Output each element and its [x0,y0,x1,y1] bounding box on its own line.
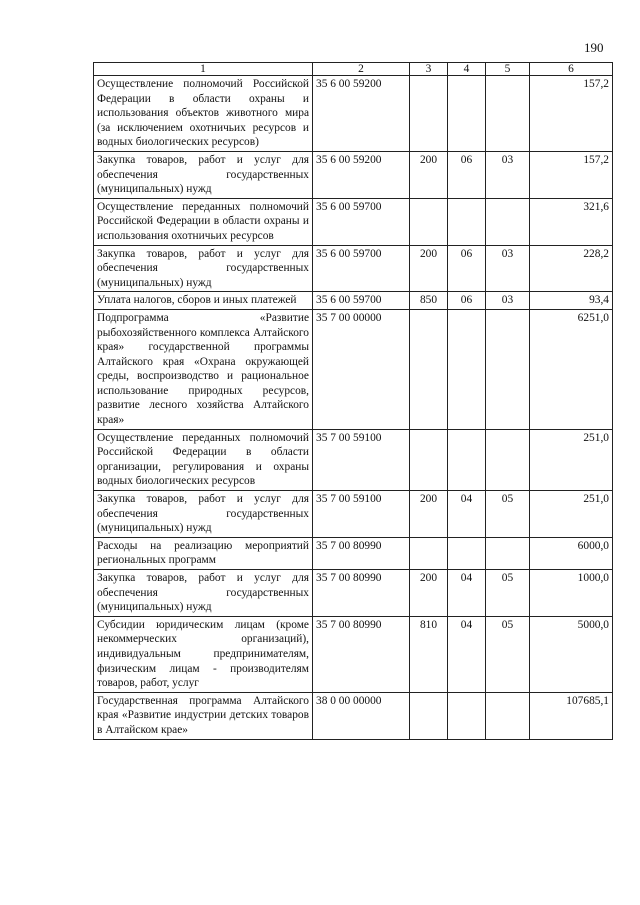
row-rz: 04 [448,616,486,692]
table-row [94,570,613,617]
table-row [94,429,613,490]
row-rz [448,692,486,739]
row-name: Осуществление переданных полномочий Российской Федерации в области охраны и использования охотничьих ресурсов [94,198,313,245]
row-rz: 06 [448,292,486,310]
page-number: 190 [584,40,604,55]
row-vr [410,429,448,490]
row-pr: 05 [486,570,530,617]
row-code: 35 7 00 80990 [313,616,410,692]
row-code: 35 6 00 59700 [313,198,410,245]
row-vr: 200 [410,491,448,538]
row-code: 35 6 00 59200 [313,76,410,152]
table-row [94,151,613,198]
table-row [94,309,613,429]
table-row [94,491,613,538]
row-name: Закупка товаров, работ и услуг для обеспечения государственных (муниципальных) нужд [94,570,313,617]
row-vr [410,537,448,569]
row-code: 35 6 00 59700 [313,245,410,292]
row-rz [448,537,486,569]
row-vr [410,309,448,429]
row-vr: 200 [410,570,448,617]
row-vr [410,76,448,152]
row-amount: 107685,1 [530,692,613,739]
table-row [94,692,613,739]
row-rz: 04 [448,491,486,538]
row-code: 35 7 00 59100 [313,491,410,538]
header-col-5: 5 [486,63,530,76]
row-name: Осуществление полномочий Российской Федерации в области охраны и использования объектов животного мира (за исключением охотничьих ресурсов и водных биологических ресурсов) [94,76,313,152]
row-amount: 157,2 [530,151,613,198]
row-pr [486,692,530,739]
row-pr: 05 [486,616,530,692]
row-code: 35 7 00 00000 [313,309,410,429]
row-amount: 5000,0 [530,616,613,692]
row-pr [486,309,530,429]
header-col-6: 6 [530,63,613,76]
row-amount: 6000,0 [530,537,613,569]
row-rz: 06 [448,245,486,292]
row-vr [410,692,448,739]
row-amount: 1000,0 [530,570,613,617]
row-pr: 03 [486,151,530,198]
row-name: Субсидии юридическим лицам (кроме некоммерческих организаций), индивидуальным предпринимателям, физическим лицам - производителям товаров, работ, услуг [94,616,313,692]
row-rz [448,198,486,245]
row-name: Закупка товаров, работ и услуг для обеспечения государственных (муниципальных) нужд [94,245,313,292]
row-name: Закупка товаров, работ и услуг для обеспечения государственных (муниципальных) нужд [94,491,313,538]
table-row [94,292,613,310]
row-vr: 200 [410,151,448,198]
row-rz: 06 [448,151,486,198]
table-row [94,76,613,152]
row-name: Осуществление переданных полномочий Российской Федерации в области организации, регулирования и охраны водных биологических ресурсов [94,429,313,490]
row-name: Уплата налогов, сборов и иных платежей [94,292,313,310]
table-row [94,616,613,692]
row-vr: 200 [410,245,448,292]
row-amount: 251,0 [530,491,613,538]
row-amount: 321,6 [530,198,613,245]
row-pr [486,537,530,569]
row-name: Расходы на реализацию мероприятий региональных программ [94,537,313,569]
row-name: Подпрограмма «Развитие рыбохозяйственного комплекса Алтайского края» государственной программы Алтайского края «Охрана окружающей среды, воспроизводство и рациональное использование природных ресурсов, развитие лесного хозяйства Алтайского края» [94,309,313,429]
row-vr: 810 [410,616,448,692]
header-col-1: 1 [94,63,313,76]
row-vr: 850 [410,292,448,310]
row-amount: 251,0 [530,429,613,490]
table-row [94,198,613,245]
row-rz [448,309,486,429]
row-code: 38 0 00 00000 [313,692,410,739]
row-code: 35 6 00 59700 [313,292,410,310]
row-name: Закупка товаров, работ и услуг для обеспечения государственных (муниципальных) нужд [94,151,313,198]
header-row [94,63,613,76]
row-amount: 228,2 [530,245,613,292]
row-amount: 93,4 [530,292,613,310]
header-col-4: 4 [448,63,486,76]
row-rz [448,429,486,490]
row-pr [486,429,530,490]
row-amount: 157,2 [530,76,613,152]
row-pr [486,76,530,152]
row-amount: 6251,0 [530,309,613,429]
row-pr: 03 [486,292,530,310]
row-vr [410,198,448,245]
table-row [94,245,613,292]
row-rz [448,76,486,152]
header-col-2: 2 [313,63,410,76]
row-code: 35 6 00 59200 [313,151,410,198]
row-pr: 05 [486,491,530,538]
row-code: 35 7 00 59100 [313,429,410,490]
table-row [94,537,613,569]
header-col-3: 3 [410,63,448,76]
row-pr: 03 [486,245,530,292]
row-pr [486,198,530,245]
row-code: 35 7 00 80990 [313,570,410,617]
row-rz: 04 [448,570,486,617]
row-code: 35 7 00 80990 [313,537,410,569]
budget-table [93,62,613,740]
row-name: Государственная программа Алтайского края «Развитие индустрии детских товаров в Алтайском крае» [94,692,313,739]
